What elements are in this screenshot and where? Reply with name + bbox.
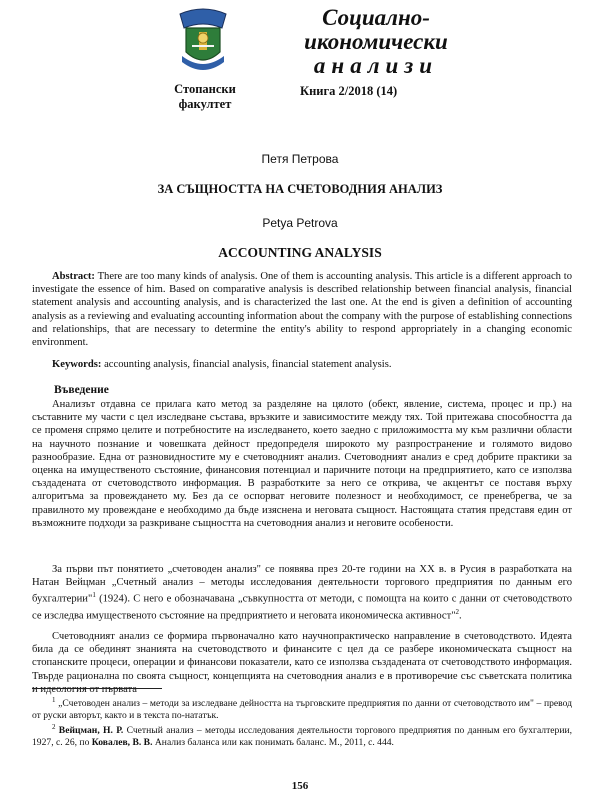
journal-title-line-3: анализи — [313, 53, 439, 78]
author-name-en: Petya Petrova — [262, 216, 338, 230]
paragraph-1: Анализът отдавна се прилага като метод за разделяне на цялото (обект, явление, система, процес и пр.) на съставните му части с цел изследване състава, връзките и зависимостите между тях. Той притежава способността да се променя спрямо целите и потребностите на изследването, което заедно с приложимостта му към различни области на научното познание и човешката дейност предопределя широкото му разпространение и голямото видово разнообразие. Една от разновидностите му е счетоводният анализ. Счетоводният анализ е сред добрите практики за оценка на имущественото състояние, финансовия потенциал и паричните потоци на предприятието, като се използва създадената от счетоводството информация. В разработките за него се открива, че акцентът се поставя върху алгоритъма за провеждането му. Без да се оспорват неговите полезност и необходимост, се пренебрегва, че за правилното му провеждане е необходимо да бъде изяснена и неговата същност. Настоящата статия представя един от възможните подходи за разкриване същността на счетоводния анализ и неговите особености. — [32, 399, 572, 529]
paragraph-2-part-a: За първи път понятието „счетоводен анализ" се появява през 20-те години на XX в. в Русия в разработката на Натан Вейцман „Счетный анализ – методы исследования деятельности торгового предприятия по данным его бухгалтерии" — [32, 564, 572, 605]
issue-number: Книга 2/2018 (14) — [300, 84, 398, 98]
footnote-2-author-2: Ковалев, В. В. — [91, 737, 153, 749]
faculty-line-1: Стопански — [174, 82, 236, 96]
paragraph-2-part-b: (1924). С него е обозначавана „съвкупността от методи, с помощта на които с данни от счетоводството се изследва имущественото състояние на предприятието и неговата икономическа активност" — [32, 593, 572, 622]
abstract-text: There are too many kinds of analysis. One of them is accounting analysis. This article is a different approach to investigate the essence of him. Based on comparative analysis is described relationship between financial analysis, financial statement analysis and accounting analysis, and is characterized the last one. At the end is given a definition of accounting analysis as a reviewing and evaluating accounting information about the company with the purpose of establishing connections and relationships, that are necessary to determine the entity's ability to respond appropriately in a changing economic environment. — [32, 271, 572, 349]
abstract-label: Abstract: — [52, 271, 95, 282]
footnote-2 — [32, 721, 572, 750]
footnote-2-author-1: Вейцман, Н. Р. — [55, 725, 124, 737]
faculty-name — [150, 82, 260, 112]
footnote-1-text: „Счетоводен анализ – методи за изследване дейността на търговските предприятия по данни от счетоводството им" – превод от руски авторът, както и в текста по-нататък. — [32, 698, 572, 722]
footnote-2-text-1: Счетный анализ – методы исследования деятельности торгового предприятия по данным его бухгалтерии, 1927, с. 26, по — [32, 725, 572, 749]
keywords-text: accounting analysis, financial analysis, financial statement analysis. — [104, 359, 392, 370]
paragraph-3: Счетоводният анализ се формира първоначално като научнопрактическо направление в счетоводството. Идеята била да се обединят знанията на счетоводството и финансите с цел да се разбере икономическата същност на стопанските процеси, операции и финансови показатели, като се използва създадената от счетоводството информация. Твърде рационална по своята същност, концепцията на счетоводния анализ е в противоречие със съветската политика и идеология от първата — [32, 631, 572, 695]
journal-title — [276, 6, 476, 78]
footnote-1 — [32, 694, 572, 723]
section-heading: Въведение — [54, 384, 109, 396]
footnote-divider — [32, 688, 162, 689]
page-number: 156 — [291, 780, 309, 792]
footnote-1-number: 1 — [52, 696, 56, 704]
keywords — [32, 358, 572, 371]
article-title-en: ACCOUNTING ANALYSIS — [218, 245, 382, 260]
university-crest-logo — [174, 6, 232, 76]
abstract — [32, 270, 572, 349]
footnote-ref-1: 1 — [92, 591, 96, 600]
footnote-ref-2: 2 — [455, 608, 460, 617]
paragraph-2 — [32, 563, 572, 623]
faculty-line-2: факултет — [178, 97, 232, 111]
keywords-label: Keywords: — [52, 359, 102, 370]
journal-title-line-1: Социално- — [322, 5, 430, 30]
paragraph-2-part-c: . — [459, 610, 462, 622]
journal-title-line-2: икономически — [304, 29, 448, 54]
footnote-2-number: 2 — [52, 723, 56, 731]
footnote-2-text-2: Анализ баланса или как понимать баланс. М., 2011, с. 444. — [152, 737, 394, 749]
author-name-bg: Петя Петрова — [261, 152, 339, 166]
article-title-bg: ЗА СЪЩНОСТТА НА СЧЕТОВОДНИЯ АНАЛИЗ — [157, 182, 443, 196]
